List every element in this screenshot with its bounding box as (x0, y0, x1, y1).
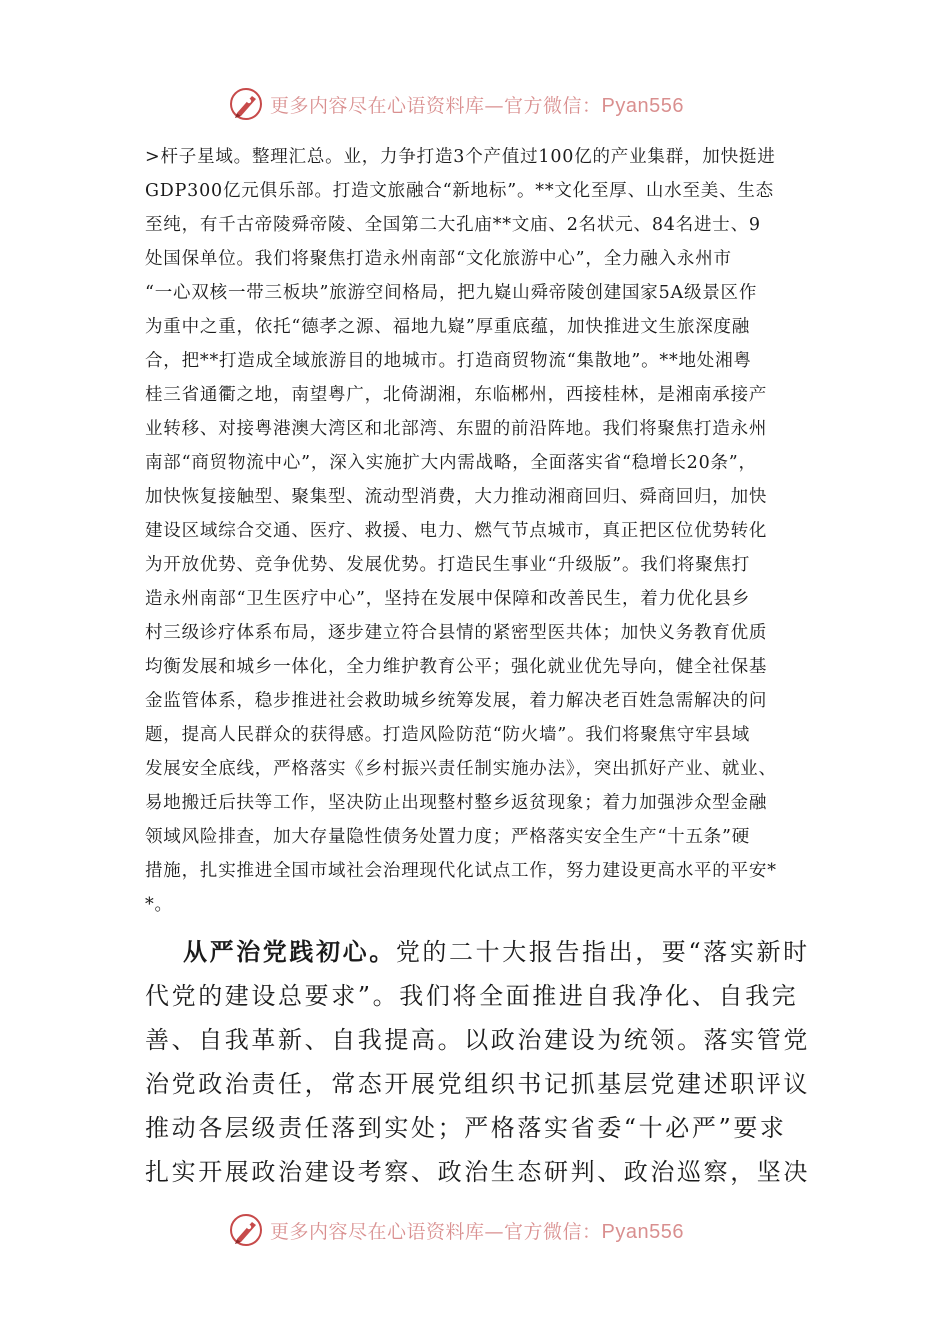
text-line: 建设区域综合交通、医疗、救援、电力、燃气节点城市，真正把区位优势转化 (145, 521, 768, 541)
text-line: 代党的建设总要求”。我们将全面推进自我净化、自我完 (145, 982, 799, 1010)
text-line (145, 930, 813, 974)
text-line: 治党政治责任，常态开展党组织书记抓基层党建述职评议 (145, 1070, 810, 1098)
text-line: 合，把**打造成全域旅游目的地城市。打造商贸物流“集散地”。**地处湘粤 (145, 351, 752, 371)
text-line: 造永州南部“卫生医疗中心”，坚持在发展中保障和改善民生，着力优化县乡 (145, 589, 751, 609)
watermark-header (0, 84, 950, 124)
section-heading: 从严治党践初心。 (183, 937, 396, 966)
text-line: 发展安全底线，严格落实《乡村振兴责任制实施办法》，突出抓好产业、就业、 (145, 759, 777, 779)
text-line: 善、自我革新、自我提高。以政治建设为统领。落实管党 (145, 1026, 810, 1054)
watermark-text: 更多内容尽在心语资料库—官方微信：Pyan556 (270, 94, 684, 117)
text-line: 易地搬迁后扶等工作，坚决防止出现整村整乡返贫现象；着力加强涉众型金融 (145, 793, 768, 813)
text-span: 党的二十大报告指出，要“落实新时 (395, 938, 810, 966)
text-line: “一心双核一带三板块”旅游空间格局，把九嶷山舜帝陵创建国家5A级景区作 (145, 283, 758, 303)
text-line: 扎实开展政治建设考察、政治生态研判、政治巡察，坚决 (145, 1158, 810, 1186)
text-line: 均衡发展和城乡一体化，全力维护教育公平；强化就业优先导向，健全社保基 (145, 657, 768, 677)
pen-logo-icon (228, 1212, 264, 1248)
text-line: 业转移、对接粤港澳大湾区和北部湾、东盟的前沿阵地。我们将聚焦打造永州 (145, 419, 768, 439)
watermark-footer (0, 1210, 950, 1250)
text-line: 南部“商贸物流中心”，深入实施扩大内需战略，全面落实省“稳增长20条”， (145, 453, 757, 473)
body-paragraph-small (145, 140, 813, 922)
text-line: 桂三省通衢之地，南望粤广，北倚湖湘，东临郴州，西接桂林，是湘南承接产 (145, 385, 768, 405)
text-line: GDP300亿元俱乐部。打造文旅融合“新地标”。**文化至厚、山水至美、生态 (145, 181, 774, 201)
text-line: 加快恢复接触型、聚集型、流动型消费，大力推动湘商回归、舜商回归，加快 (145, 487, 768, 507)
text-line: 措施，扎实推进全国市域社会治理现代化试点工作，努力建设更高水平的平安* (145, 861, 777, 881)
watermark-text: 更多内容尽在心语资料库—官方微信：Pyan556 (270, 1220, 684, 1243)
body-paragraph-large (145, 930, 813, 1194)
text-line: 领域风险排查，加大存量隐性债务处置力度；严格落实安全生产“十五条”硬 (145, 827, 751, 847)
text-line: 推动各层级责任落到实处；严格落实省委“十必严”要求 (145, 1114, 787, 1142)
text-line: 为重中之重，依托“德孝之源、福地九嶷”厚重底蕴，加快推进文生旅深度融 (145, 317, 751, 337)
text-line: 至纯，有千古帝陵舜帝陵、全国第二大孔庙**文庙、2名状元、84名进士、9 (145, 215, 761, 235)
text-line: 金监管体系，稳步推进社会救助城乡统筹发展，着力解决老百姓急需解决的问 (145, 691, 768, 711)
text-line: 题，提高人民群众的获得感。打造风险防范“防火墙”。我们将聚焦守牢县域 (145, 725, 751, 745)
text-line: >杆子星域。整理汇总。业，力争打造3个产值过100亿的产业集群，加快挺进 (145, 147, 776, 167)
pen-logo-icon (228, 86, 264, 122)
text-line: 处国保单位。我们将聚焦打造永州南部“文化旅游中心”，全力融入永州市 (145, 249, 732, 269)
text-line: 为开放优势、竞争优势、发展优势。打造民生事业“升级版”。我们将聚焦打 (145, 555, 751, 575)
text-line: *。 (145, 895, 173, 915)
text-line: 村三级诊疗体系布局，逐步建立符合县情的紧密型医共体；加快义务教育优质 (145, 623, 768, 643)
